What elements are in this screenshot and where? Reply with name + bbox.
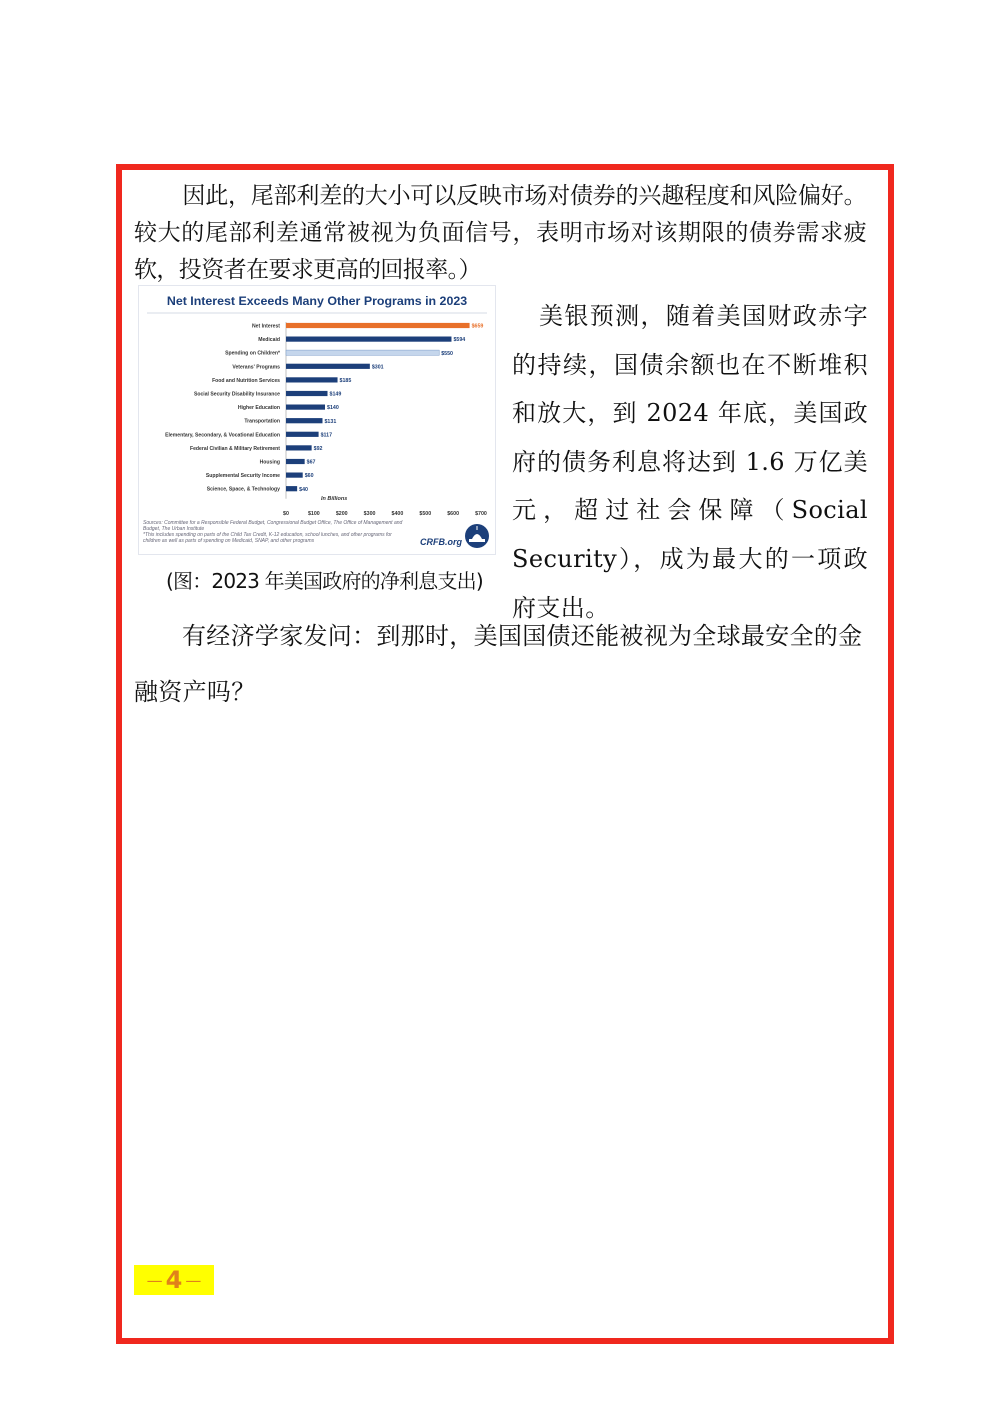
net-interest-chart xyxy=(138,285,496,555)
value-label: $659 xyxy=(471,323,484,330)
value-label: $594 xyxy=(453,337,466,344)
x-tick-label: $700 xyxy=(475,511,487,517)
value-label: $301 xyxy=(371,364,384,371)
x-tick-label: $500 xyxy=(419,511,432,517)
category-label: Higher Education xyxy=(237,405,280,412)
capitol-dome-icon xyxy=(465,524,489,548)
category-label: Elementary, Secondary, & Vocational Education xyxy=(165,432,280,439)
page-number-value: 4 xyxy=(165,1266,183,1294)
value-label: $117 xyxy=(320,432,333,439)
category-label: Federal Civilian & Military Retirement xyxy=(189,445,280,452)
x-tick-label: $100 xyxy=(307,511,320,517)
paragraph-bofa-forecast: 美银预测，随着美国财政赤字的持续，国债余额也在不断堆积和放大，到 2024 年底，美国政府的债务利息将达到 1.6 万亿美元，超过社会保障（Social Security），成为最大的一项政府支出。 xyxy=(512,302,868,622)
chart-footnote: *This includes spending on parts of the Child Tax Credit, K-12 education, school lunches, and other programs for children as well as parts of spending on Medicaid, SNAP, and other programs xyxy=(143,532,392,544)
category-label: Veterans' Programs xyxy=(232,364,280,371)
value-label: $67 xyxy=(306,459,316,466)
category-label: Net Interest xyxy=(251,323,280,330)
crfb-logo-text: CRFB.org xyxy=(420,537,462,547)
x-tick-label: $0 xyxy=(283,511,289,517)
x-tick-label: $300 xyxy=(363,511,376,517)
value-label: $140 xyxy=(327,405,339,412)
paragraph-tail-spread: 因此，尾部利差的大小可以反映市场对债券的兴趣程度和风险偏好。较大的尾部利差通常被视为负面信号，表明市场对该期限的债券需求疲软，投资者在要求更高的回报率。） xyxy=(134,183,866,283)
bar xyxy=(286,432,319,437)
page-number-dash-left: — xyxy=(146,1270,163,1290)
bar xyxy=(286,391,328,396)
bar xyxy=(286,486,297,491)
figure-caption: (图：2023 年美国政府的净利息支出) xyxy=(166,569,483,593)
value-label: $60 xyxy=(304,473,314,480)
category-label: Transportation xyxy=(244,418,280,425)
category-label: Spending on Children* xyxy=(225,350,280,357)
value-label: $550 xyxy=(441,350,454,357)
value-label: $149 xyxy=(329,391,342,398)
category-label: Social Security Disability Insurance xyxy=(193,391,280,398)
category-label: Medicaid xyxy=(258,337,280,344)
paragraph-economist-question: 有经济学家发问：到那时，美国国债还能被视为全球最安全的金融资产吗？ xyxy=(134,622,863,706)
bar xyxy=(286,405,325,410)
chart-source: Sources: Committee for a Responsible Federal Budget, Congressional Budget Office, The Office of Management and Budget, The Urban Institute xyxy=(143,520,403,532)
page-number-dash-right: — xyxy=(185,1270,202,1290)
category-label: Housing xyxy=(259,459,280,466)
unit-label: In Billions xyxy=(321,496,348,502)
x-tick-label: $400 xyxy=(391,511,404,517)
bar xyxy=(286,418,322,423)
bar xyxy=(286,377,338,382)
category-label: Supplemental Security Income xyxy=(205,473,280,480)
bar xyxy=(286,350,439,355)
bar xyxy=(286,445,312,450)
x-tick-label: $200 xyxy=(335,511,348,517)
bar xyxy=(286,473,303,478)
x-tick-label: $600 xyxy=(447,511,460,517)
value-label: $92 xyxy=(313,446,323,452)
bar xyxy=(286,337,451,342)
bar xyxy=(286,364,370,369)
bar xyxy=(286,459,305,464)
chart-title: Net Interest Exceeds Many Other Programs in 2023 xyxy=(166,294,468,308)
value-label: $185 xyxy=(339,378,352,384)
category-label: Food and Nutrition Services xyxy=(212,377,280,384)
bar xyxy=(286,323,470,328)
value-label: $40 xyxy=(299,486,308,493)
category-label: Science, Space, & Technology xyxy=(206,486,280,493)
value-label: $131 xyxy=(324,418,337,425)
page-number xyxy=(134,1265,214,1295)
